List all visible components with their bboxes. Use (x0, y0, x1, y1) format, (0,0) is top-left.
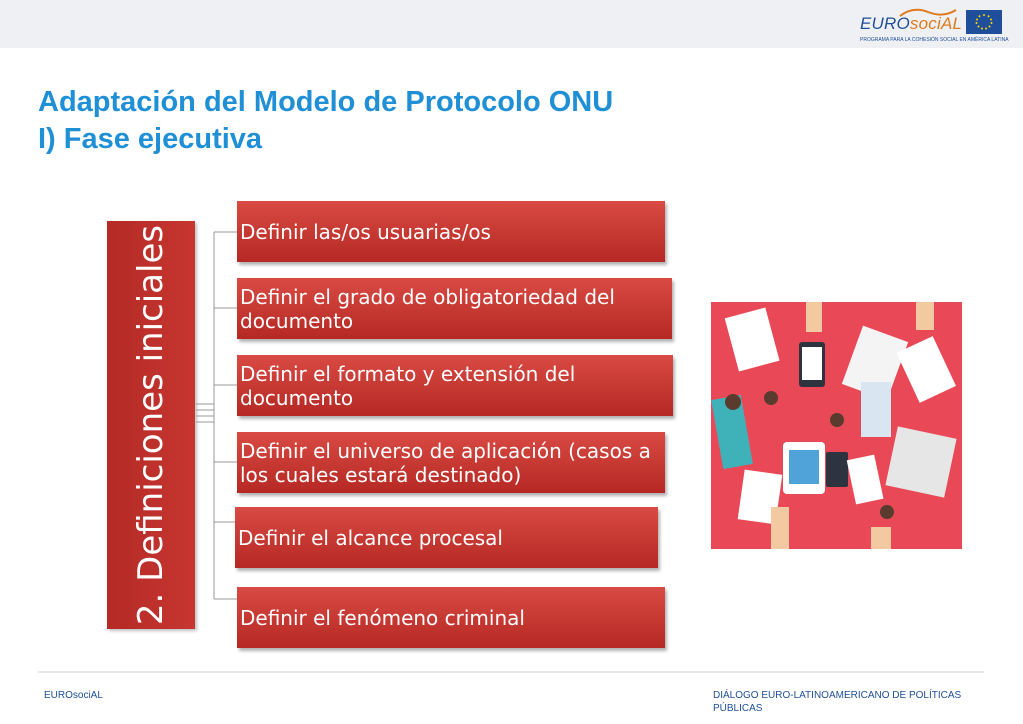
desk-collaboration-icon (711, 302, 962, 549)
footer-tagline: DIÁLOGO EURO-LATINOAMERICANO DE POLÍTICAS PÚBLICAS (713, 690, 962, 714)
list-item: Definir las/os usuarias/os (237, 201, 665, 262)
title-line-2: I) Fase ejecutiva (38, 123, 263, 155)
logo-wordmark: EUROsociAL (860, 14, 963, 33)
list-item: Definir el formato y extensión del documento (237, 355, 673, 416)
section-label: 2. Definiciones iniciales (131, 224, 171, 626)
list-item: Definir el alcance procesal (235, 507, 658, 568)
footer-divider (38, 671, 984, 673)
list-item: Definir el grado de obligatoriedad del documento (237, 278, 672, 339)
logo-tagline: PROGRAMA PARA LA COHESIÓN SOCIAL EN AMÉRICA LATINA (860, 37, 1009, 43)
list-item: Definir el universo de aplicación (casos a los cuales estará destinado) (237, 432, 665, 493)
teamwork-illustration (711, 302, 962, 549)
title-line-1: Adaptación del Modelo de Protocolo ONU (38, 86, 614, 118)
footer-brand: EUROsociAL (44, 690, 103, 701)
list-item: Definir el fenómeno criminal (237, 587, 665, 648)
